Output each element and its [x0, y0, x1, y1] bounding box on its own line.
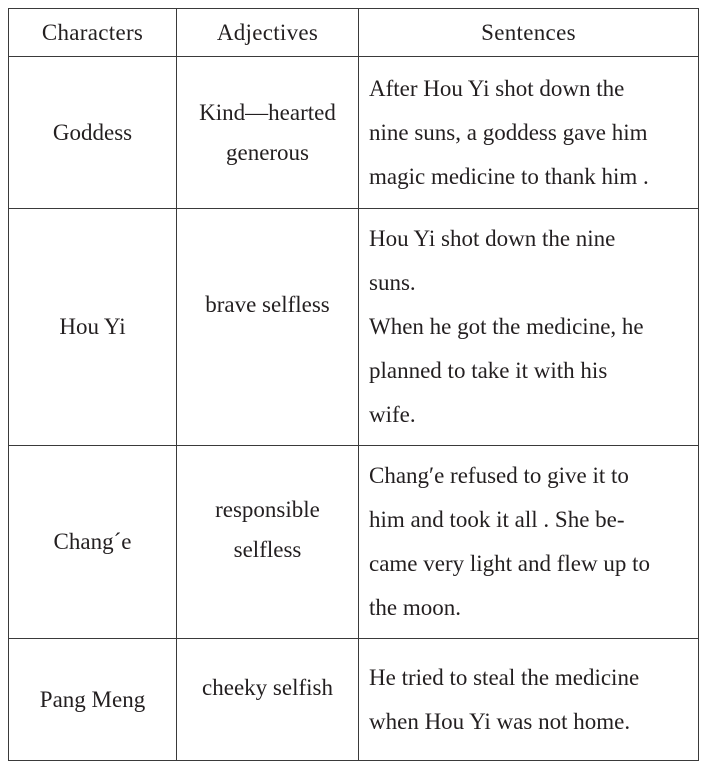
sentences-cell — [359, 446, 699, 639]
character-cell: Goddess — [9, 57, 177, 209]
header-adjectives: Adjectives — [177, 9, 359, 57]
sentence-line: Hou Yi shot down the nine — [369, 226, 616, 251]
sentence-line: him and took it all . She be- — [369, 507, 625, 532]
sentence-line: suns. — [369, 270, 416, 295]
character-cell: Pang Meng — [9, 639, 177, 761]
adjectives-cell — [177, 209, 359, 446]
adjective-text: Kind—hearted — [199, 99, 336, 125]
sentences-cell — [359, 209, 699, 446]
sentence-line: Chang′e refused to give it to — [369, 463, 629, 488]
sentences-cell — [359, 57, 699, 209]
adjective-text: selfless — [233, 537, 302, 562]
adjective-text: responsible — [215, 497, 320, 522]
sentence-line: wife. — [369, 402, 416, 427]
adjective-text: generous — [225, 139, 310, 165]
header-row — [9, 9, 699, 57]
table-row — [9, 57, 699, 209]
sentence-line: When he got the medicine, he — [369, 314, 644, 339]
adjectives-cell — [177, 639, 359, 761]
sentence-line: planned to take it with his — [369, 358, 608, 383]
sentence-line: magic medicine to thank him . — [369, 163, 649, 189]
table-row — [9, 446, 699, 639]
adjectives-cell — [177, 446, 359, 639]
sentence-line: After Hou Yi shot down the — [369, 75, 625, 101]
character-cell: Chang´e — [9, 446, 177, 639]
sentence-line: came very light and flew up to — [369, 551, 651, 576]
table-row — [9, 639, 699, 761]
sentences-cell — [359, 639, 699, 761]
sentence-line: the moon. — [369, 595, 461, 620]
sentence-line: nine suns, a goddess gave him — [369, 119, 648, 145]
header-sentences: Sentences — [359, 9, 699, 57]
header-characters: Characters — [9, 9, 177, 57]
table-row — [9, 209, 699, 446]
sentence-line: when Hou Yi was not home. — [369, 708, 631, 734]
sentence-line: He tried to steal the medicine — [369, 664, 640, 690]
adjectives-cell — [177, 57, 359, 209]
adjective-text: brave selfless — [205, 292, 330, 317]
character-table — [8, 8, 699, 761]
adjective-text: cheeky selfish — [202, 674, 333, 700]
character-cell: Hou Yi — [9, 209, 177, 446]
